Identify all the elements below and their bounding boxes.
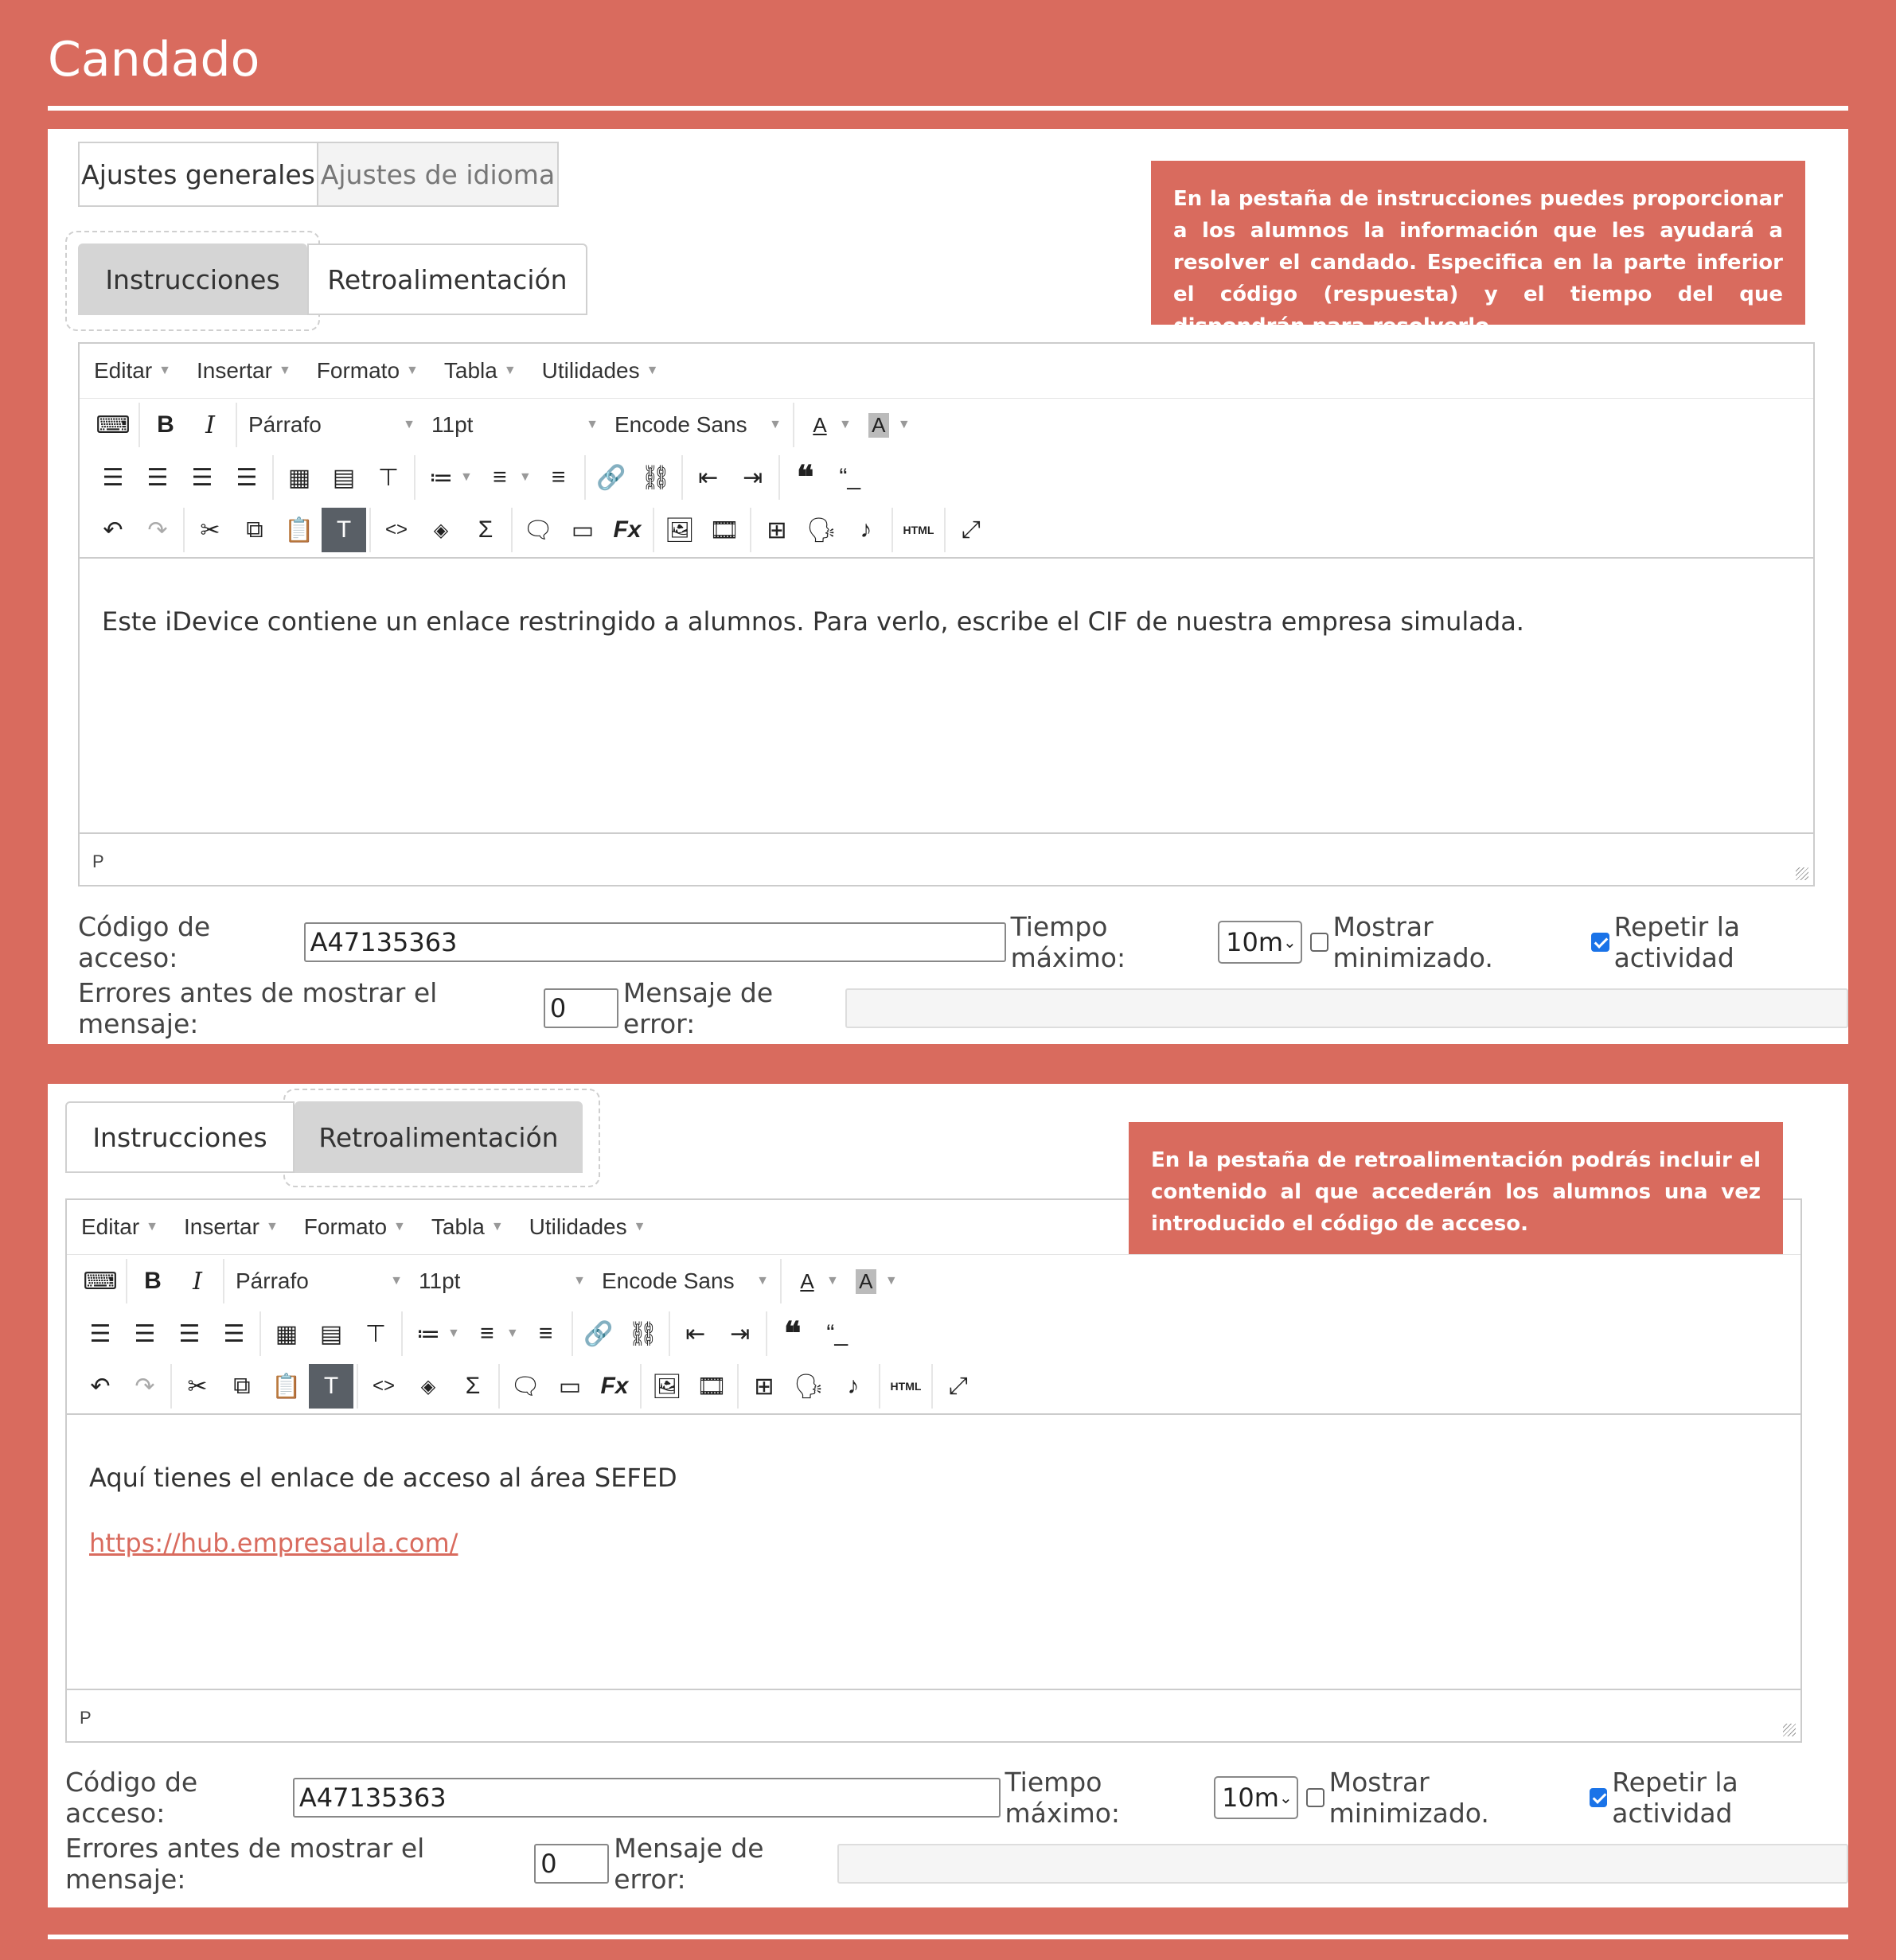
menu-tools[interactable] (529, 1214, 646, 1240)
show-minimized-checkbox[interactable] (1310, 933, 1328, 952)
menu-format[interactable] (304, 1214, 406, 1240)
outline-list-icon[interactable]: ≡ (538, 1320, 553, 1346)
comment-icon[interactable]: 🗨 (522, 516, 554, 544)
error-message-label: Mensaje de error: (614, 1833, 764, 1895)
link-icon[interactable]: 🔗 (583, 1320, 614, 1347)
table-icon[interactable]: ▦ (287, 464, 311, 491)
caret-icon: ▼ (503, 364, 517, 377)
show-minimized-label: Mostrar minimizado. (1328, 1767, 1489, 1829)
toolbar-separator (891, 508, 893, 552)
access-form-row (65, 1767, 1848, 1829)
toolbar-separator (584, 455, 586, 500)
menu-tools-label: Utilidades (529, 1214, 627, 1239)
toolbar-separator (750, 508, 751, 552)
caret-icon: ▼ (390, 1274, 403, 1288)
align-left-icon[interactable]: ☰ (89, 1320, 111, 1347)
video-icon[interactable]: 🎞 (708, 516, 740, 544)
align-right-icon[interactable]: ☰ (178, 1320, 201, 1347)
resize-handle-icon[interactable] (1783, 1724, 1796, 1736)
toolbar-separator (669, 1311, 670, 1356)
copy-icon[interactable]: ⧉ (246, 516, 263, 543)
caret-icon[interactable]: ▼ (884, 1274, 898, 1288)
max-time-label: Tiempo máximo: (1005, 1767, 1121, 1829)
editor-menubar (80, 344, 1813, 399)
embed-code-icon[interactable]: ◈ (433, 519, 449, 541)
caret-icon: ▼ (756, 1274, 769, 1288)
redo-icon[interactable]: ↷ (135, 1373, 155, 1400)
error-form-row (78, 977, 1848, 1039)
tab-instructions[interactable]: Instrucciones (78, 244, 307, 315)
cite-icon[interactable]: “_ (826, 1320, 849, 1346)
outdent-icon[interactable]: ⇤ (685, 1320, 706, 1347)
paste-icon[interactable]: 📋 (271, 1373, 302, 1400)
bullet-list-icon[interactable]: ≔ (416, 1320, 440, 1347)
repeat-activity-label: Repetir la actividad (1613, 911, 1741, 973)
toolbar-separator (272, 455, 274, 500)
instructions-text: Este iDevice contiene un enlace restringido a alumnos. Para verlo, escribe el CIF de nuestra empresa simulada. (102, 606, 1524, 637)
menu-table-label: Tabla (443, 358, 497, 383)
toolbar-separator (931, 1364, 933, 1409)
caret-icon: ▼ (278, 364, 291, 377)
caret-icon: ▼ (406, 364, 419, 377)
toolbar-separator (944, 508, 946, 552)
italic-icon[interactable]: I (205, 411, 215, 439)
tab-instructions[interactable]: Instrucciones (65, 1101, 295, 1173)
font-size-select[interactable] (423, 403, 607, 447)
tab-general-settings[interactable]: Ajustes generales (78, 142, 318, 207)
cite-icon[interactable]: “_ (839, 464, 861, 490)
menu-insert[interactable] (184, 1214, 279, 1240)
menu-insert-label: Insertar (197, 358, 272, 383)
feedback-editor (65, 1198, 1802, 1743)
music-note-icon[interactable]: ♪ (860, 516, 872, 543)
caret-icon: ▼ (633, 1220, 646, 1233)
editor-statusbar (67, 1695, 1800, 1741)
content-tabs (78, 244, 587, 315)
video-icon[interactable]: 🎞 (696, 1373, 728, 1400)
tab-feedback[interactable]: Retroalimentación (307, 244, 587, 315)
feedback-content-area[interactable] (67, 1413, 1800, 1690)
formula-sigma-icon[interactable]: Σ (465, 1373, 481, 1399)
paste-text-icon[interactable]: T (309, 1364, 353, 1409)
tab-language-settings[interactable]: Ajustes de idioma (318, 142, 559, 207)
caret-icon: ▼ (403, 418, 415, 431)
align-justify-icon[interactable]: ☰ (223, 1320, 245, 1347)
max-time-label: Tiempo máximo: (1010, 911, 1126, 973)
element-path[interactable]: P (92, 851, 104, 871)
settings-tabs (78, 142, 559, 207)
instructions-editor (78, 342, 1815, 886)
undo-icon[interactable]: ↶ (103, 516, 123, 544)
toolbar-separator (170, 1364, 172, 1409)
html-source-icon[interactable]: HTML (890, 1380, 922, 1393)
caret-icon: ▼ (393, 1220, 406, 1233)
menu-tools-label: Utilidades (541, 358, 640, 383)
toolbar-separator (369, 508, 371, 552)
font-size-select[interactable] (411, 1259, 594, 1303)
speech-icon[interactable]: 🗣 (793, 1373, 825, 1400)
mindmap-icon[interactable]: ⊞ (767, 516, 787, 544)
content-tabs (65, 1101, 583, 1173)
toolbar-row-2 (67, 1307, 1800, 1360)
menu-edit-label: Editar (94, 358, 153, 383)
toolbar-separator (737, 1364, 739, 1409)
block-format-select[interactable] (240, 403, 423, 447)
cut-icon[interactable]: ✂ (200, 516, 220, 544)
editor-statusbar (80, 839, 1813, 885)
feedback-callout-overlay: En la pestaña de retroalimentación podrás incluir el contenido al que accederán los alumnos una vez introducido el código de acceso. (1129, 1122, 1783, 1254)
caret-icon: ▼ (573, 1274, 586, 1288)
clear-format-icon[interactable]: Fx (613, 516, 642, 543)
toolbar-separator (138, 403, 140, 447)
max-time-value: 10m (1222, 1783, 1279, 1813)
caret-icon: ▼ (265, 1220, 279, 1233)
align-center-icon[interactable]: ☰ (134, 1320, 156, 1347)
feedback-panel (48, 1084, 1848, 1907)
mindmap-icon[interactable]: ⊞ (754, 1373, 774, 1400)
feedback-link[interactable]: https://hub.empresaula.com/ (89, 1528, 458, 1558)
toolbar-separator (401, 1311, 403, 1356)
caret-icon: ▼ (146, 1220, 158, 1233)
menu-format-label: Formato (316, 358, 400, 383)
bold-icon[interactable]: B (157, 411, 174, 438)
background-color-icon[interactable]: A (844, 1259, 888, 1303)
toolbar-row-2 (80, 451, 1813, 504)
align-center-icon[interactable]: ☰ (146, 464, 169, 491)
toolbar-separator (259, 1311, 261, 1356)
outline-list-icon[interactable]: ≡ (551, 464, 566, 490)
caret-icon[interactable]: ▼ (826, 1274, 839, 1288)
toolbar-separator (780, 1259, 782, 1303)
font-family-select[interactable] (607, 403, 790, 447)
image-icon[interactable]: 🖼 (651, 1373, 683, 1400)
code-icon[interactable]: <> (384, 519, 408, 540)
code-icon[interactable]: <> (372, 1375, 396, 1397)
toolbar-separator (414, 455, 415, 500)
repeat-activity-checkbox[interactable] (1591, 933, 1609, 952)
tab-feedback[interactable]: Retroalimentación (295, 1101, 583, 1173)
max-time-value: 10m (1226, 927, 1284, 957)
toolbar-separator (223, 1259, 224, 1303)
format-painter-icon[interactable]: ⊤ (365, 1320, 387, 1347)
instructions-callout: En la pestaña de instrucciones puedes proporcionar a los alumnos la información que les ayudará a resolver el candado. Especifica en la parte inferior el código (respuesta) y el tiempo del que dispondrán para resolverlo (1151, 161, 1805, 325)
toolbar-separator (793, 403, 794, 447)
caret-icon[interactable]: ▼ (518, 470, 532, 484)
paste-icon[interactable]: 📋 (284, 516, 314, 544)
comment-icon[interactable]: 🗨 (509, 1373, 541, 1400)
embed-code-icon[interactable]: ◈ (420, 1375, 436, 1397)
menu-edit[interactable] (94, 358, 171, 384)
bullet-list-icon[interactable]: ≔ (429, 464, 453, 491)
block-format-label: Párrafo (236, 1268, 309, 1293)
toolbar-separator (183, 508, 185, 552)
max-time-select[interactable] (1214, 1776, 1298, 1819)
toolbar-separator (126, 1259, 127, 1303)
chevron-down-icon: ⌄ (1283, 933, 1297, 952)
html-source-icon[interactable]: HTML (903, 524, 934, 536)
toolbar-separator (236, 403, 237, 447)
toolbar-separator (511, 508, 513, 552)
toolbar-separator (778, 455, 780, 500)
text-color-icon[interactable]: A (800, 1268, 814, 1293)
align-justify-icon[interactable]: ☰ (236, 464, 258, 491)
italic-icon[interactable]: I (193, 1267, 202, 1296)
menu-tools[interactable] (542, 358, 659, 384)
paste-text-icon[interactable]: T (322, 508, 366, 552)
errors-count-input[interactable] (534, 1844, 609, 1884)
toolbar-row-3 (67, 1360, 1800, 1413)
caret-icon: ▼ (586, 418, 599, 431)
errors-before-message-label: Errores antes de mostrar el mensaje: (78, 977, 438, 1039)
font-family-label: Encode Sans (602, 1268, 735, 1293)
access-code-input[interactable] (293, 1778, 1001, 1818)
caret-icon: ▼ (158, 364, 171, 377)
menu-table[interactable] (431, 1214, 504, 1240)
copy-icon[interactable]: ⧉ (233, 1373, 251, 1399)
speech-icon[interactable]: 🗣 (806, 516, 837, 544)
toolbar-separator (498, 1364, 500, 1409)
error-form-row (65, 1833, 1848, 1895)
error-message-input[interactable] (837, 1844, 1848, 1884)
menu-edit-label: Editar (81, 1214, 140, 1239)
align-right-icon[interactable]: ☰ (191, 464, 213, 491)
music-note-icon[interactable]: ♪ (847, 1373, 860, 1399)
toolbar-row-1 (67, 1255, 1800, 1307)
page-title: Candado (48, 32, 260, 88)
error-message-input[interactable] (845, 988, 1848, 1028)
fullscreen-box-icon[interactable]: ▭ (558, 1373, 582, 1400)
link-icon[interactable]: 🔗 (596, 464, 626, 491)
blockquote-icon[interactable]: ❝ (783, 1316, 802, 1351)
font-family-label: Encode Sans (614, 412, 747, 437)
align-left-icon[interactable]: ☰ (102, 464, 124, 491)
template-icon[interactable]: ▤ (332, 464, 356, 491)
background-color-icon[interactable]: A (856, 403, 901, 447)
toolbar-separator (879, 1364, 880, 1409)
format-painter-icon[interactable]: ⊤ (377, 464, 400, 491)
feedback-text: Aquí tienes el enlace de acceso al área SEFED (89, 1463, 677, 1493)
element-path[interactable]: P (80, 1708, 92, 1728)
formula-sigma-icon[interactable]: Σ (478, 516, 494, 543)
keyboard-icon[interactable]: ⌨ (83, 1268, 118, 1295)
caret-icon: ▼ (769, 418, 782, 431)
numbered-list-icon[interactable]: ≡ (480, 1320, 494, 1346)
menu-edit[interactable] (81, 1214, 158, 1240)
table-icon[interactable]: ▦ (275, 1320, 298, 1347)
max-time-select[interactable] (1218, 921, 1302, 964)
numbered-list-icon[interactable]: ≡ (493, 464, 507, 490)
cut-icon[interactable]: ✂ (187, 1373, 208, 1400)
caret-icon[interactable]: ▼ (447, 1327, 460, 1340)
toolbar-row-3 (80, 504, 1813, 556)
text-color-icon[interactable]: A (813, 412, 827, 437)
unlink-icon[interactable]: ⛓ (627, 1320, 658, 1347)
indent-icon[interactable]: ⇥ (743, 464, 763, 491)
access-code-label: Código de acceso: (78, 911, 211, 973)
resize-handle-icon[interactable] (1796, 867, 1808, 880)
show-minimized-label: Mostrar minimizado. (1332, 911, 1493, 973)
undo-icon[interactable]: ↶ (90, 1373, 111, 1400)
access-code-input[interactable] (304, 922, 1006, 962)
title-divider (48, 106, 1848, 111)
fullscreen-box-icon[interactable]: ▭ (571, 516, 595, 544)
redo-icon[interactable]: ↷ (147, 516, 168, 544)
template-icon[interactable]: ▤ (319, 1320, 343, 1347)
menu-table-label: Tabla (431, 1214, 485, 1239)
show-minimized-checkbox[interactable] (1306, 1788, 1324, 1807)
blockquote-icon[interactable]: ❝ (796, 460, 814, 495)
caret-icon[interactable]: ▼ (897, 418, 911, 431)
repeat-activity-label: Repetir la actividad (1612, 1767, 1738, 1829)
instructions-panel (48, 129, 1848, 1044)
menu-table[interactable] (444, 358, 517, 384)
caret-icon[interactable]: ▼ (460, 470, 473, 484)
font-family-select[interactable] (594, 1259, 777, 1303)
errors-before-message-label: Errores antes de mostrar el mensaje: (65, 1833, 425, 1895)
menu-format-label: Formato (303, 1214, 388, 1239)
caret-icon: ▼ (490, 1220, 504, 1233)
error-message-label: Mensaje de error: (622, 977, 774, 1039)
toolbar-separator (681, 455, 683, 500)
font-size-label: 11pt (431, 412, 474, 437)
toolbar-separator (640, 1364, 642, 1409)
image-icon[interactable]: 🖼 (664, 516, 696, 544)
unlink-icon[interactable]: ⛓ (640, 464, 671, 491)
chevron-down-icon: ⌄ (1278, 1788, 1293, 1807)
toolbar-row-1 (80, 399, 1813, 451)
expand-icon[interactable]: ⤢ (949, 1373, 968, 1399)
errors-count-input[interactable] (544, 988, 618, 1028)
caret-icon[interactable]: ▼ (505, 1327, 519, 1340)
instructions-content-area[interactable] (80, 557, 1813, 834)
keyboard-icon[interactable]: ⌨ (96, 411, 131, 438)
toolbar-separator (653, 508, 654, 552)
menu-insert[interactable] (197, 358, 291, 384)
bottom-divider (48, 1935, 1848, 1939)
repeat-activity-checkbox[interactable] (1590, 1788, 1608, 1807)
block-format-select[interactable] (228, 1259, 411, 1303)
expand-icon[interactable]: ⤢ (962, 516, 981, 543)
menu-format[interactable] (317, 358, 419, 384)
clear-format-icon[interactable]: Fx (600, 1373, 629, 1399)
access-code-label: Código de acceso: (65, 1767, 198, 1829)
caret-icon: ▼ (646, 364, 659, 377)
caret-icon[interactable]: ▼ (839, 418, 852, 431)
block-format-label: Párrafo (248, 412, 322, 437)
menu-insert-label: Insertar (184, 1214, 259, 1239)
access-form-row (78, 911, 1848, 973)
indent-icon[interactable]: ⇥ (730, 1320, 751, 1347)
toolbar-separator (766, 1311, 767, 1356)
bold-icon[interactable]: B (144, 1268, 162, 1294)
font-size-label: 11pt (419, 1268, 461, 1293)
toolbar-separator (357, 1364, 358, 1409)
toolbar-separator (572, 1311, 573, 1356)
outdent-icon[interactable]: ⇤ (698, 464, 719, 491)
